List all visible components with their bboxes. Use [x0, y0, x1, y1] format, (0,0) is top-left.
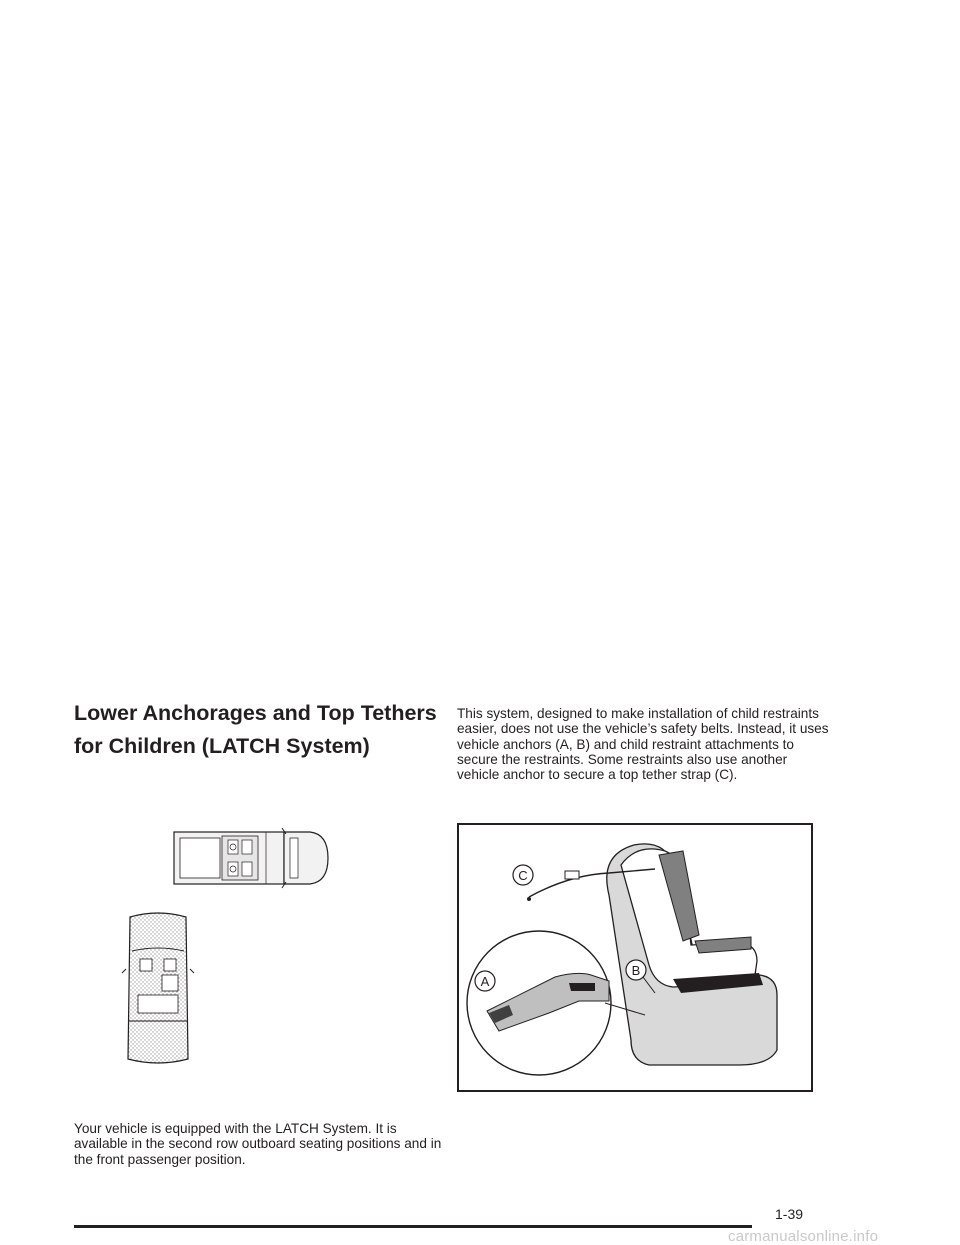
watermark: carmanualsonline.info	[728, 1228, 879, 1245]
child-seat-illustration	[459, 825, 811, 1090]
callout-a: A	[480, 974, 490, 989]
callout-c: C	[518, 868, 528, 883]
latch-intro-paragraph: Your vehicle is equipped with the LATCH System. It is available in the second row outboard seating positions and in the front passenger position.	[74, 1121, 442, 1167]
heading-line-1: Lower Anchorages and Top Tethers	[74, 701, 437, 725]
page-number: 1-39	[775, 1206, 804, 1222]
callout-b: B	[631, 963, 641, 978]
truck-side-view-illustration	[170, 826, 332, 890]
heading-line-2: for Children (LATCH System)	[74, 734, 370, 758]
child-seat-anchor-figure	[457, 823, 813, 1092]
latch-description-paragraph: This system, designed to make installation of child restraints easier, does not use the vehicle’s safety belts. Instead, it uses vehicle anchors (A, B) and child restraint attachments to secure the restraints. Some restraints also use another vehicle anchor to secure a top tether strap (C).	[457, 706, 829, 783]
footer-rule	[74, 1225, 752, 1228]
section-heading	[74, 697, 454, 763]
truck-top-view-illustration	[118, 909, 198, 1071]
